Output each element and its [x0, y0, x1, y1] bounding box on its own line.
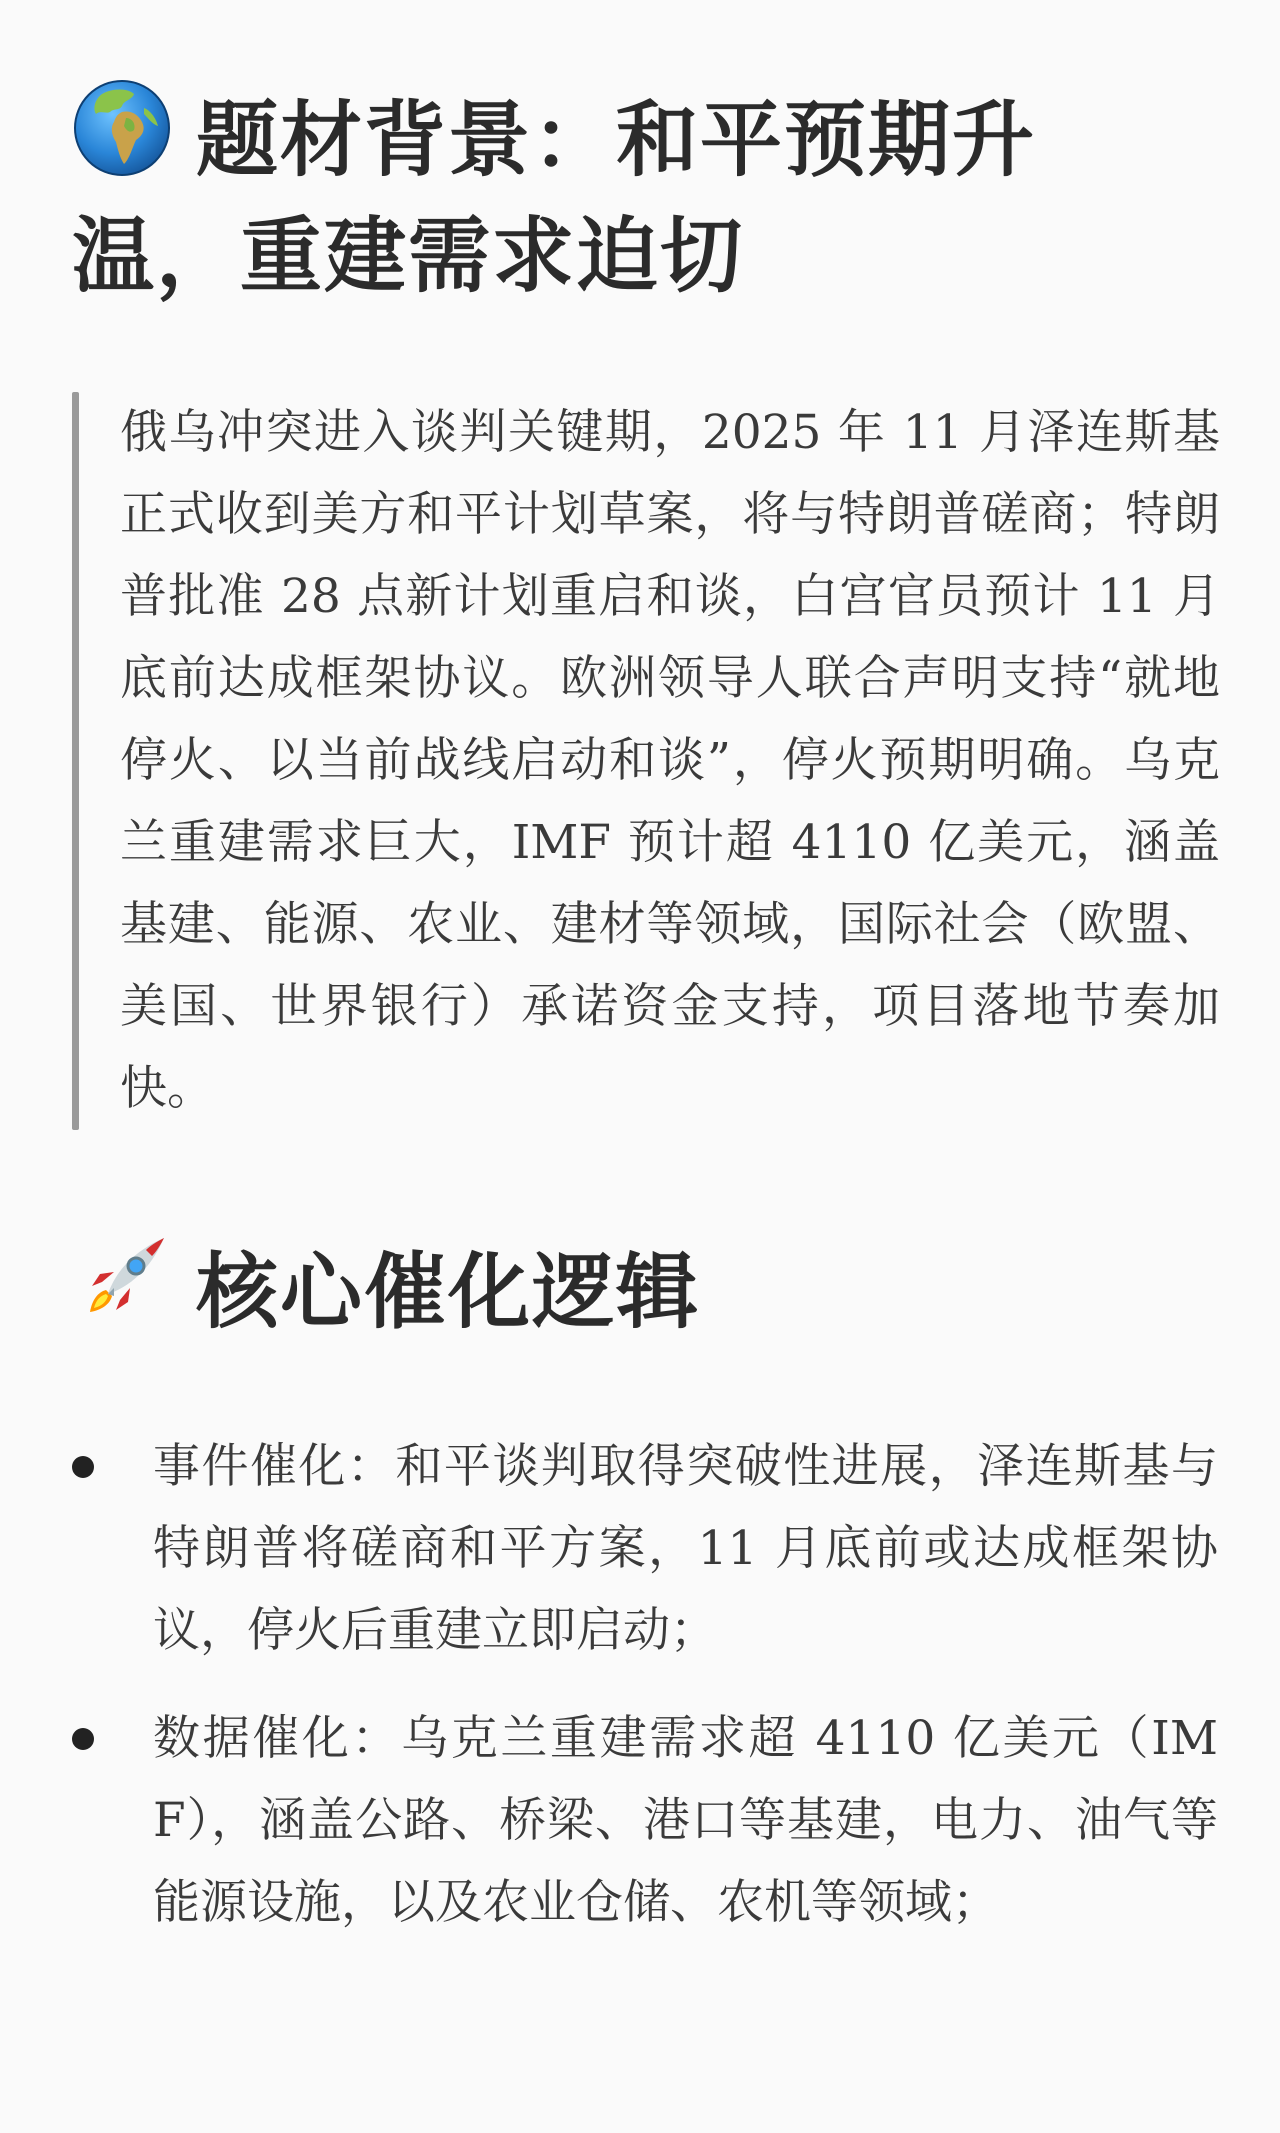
quote-bar — [72, 392, 79, 1130]
list-item-text: 事件催化：和平谈判取得突破性进展，泽连斯基与特朗普将磋商和平方案，11 月底前或达成框架协议，停火后重建立即启动； — [153, 1439, 1218, 1658]
section-title-text: 核心催化逻辑 — [196, 1244, 701, 1340]
blockquote — [72, 392, 1218, 1130]
list-item — [72, 1698, 1218, 1944]
list-item-text: 数据催化：乌克兰重建需求超 4110 亿美元（IMF），涵盖公路、桥梁、港口等基建，电力、油气等能源设施，以及农业仓储、农机等领域； — [153, 1711, 1218, 1930]
bullet-dot-icon — [72, 1728, 94, 1750]
section-title-catalyst — [72, 1230, 1192, 1350]
quote-paragraph: 俄乌冲突进入谈判关键期，2025 年 11 月泽连斯基正式收到美方和平计划草案，将与特朗普磋商；特朗普批准 28 点新计划重启和谈，白宫官员预计 11 月底前达成框架协议。欧洲领导人联合声明支持“就地停火、以当前战线启动和谈”，停火预期明确。乌克兰重建需求巨大，IMF 预计超 4110 亿美元，涵盖基建、能源、农业、建材等领域，国际社会（欧盟、美国、世界银行）承诺资金支持，项目落地节奏加快。 — [120, 405, 1220, 1116]
catalyst-list — [72, 1426, 1218, 1970]
bullet-dot-icon — [72, 1456, 94, 1478]
rocket-icon — [72, 1230, 172, 1330]
section-title-background — [72, 78, 1192, 314]
globe-icon — [72, 78, 172, 178]
section-title-text: 题材背景：和平预期升温，重建需求迫切 — [72, 92, 1037, 304]
list-item — [72, 1426, 1218, 1672]
